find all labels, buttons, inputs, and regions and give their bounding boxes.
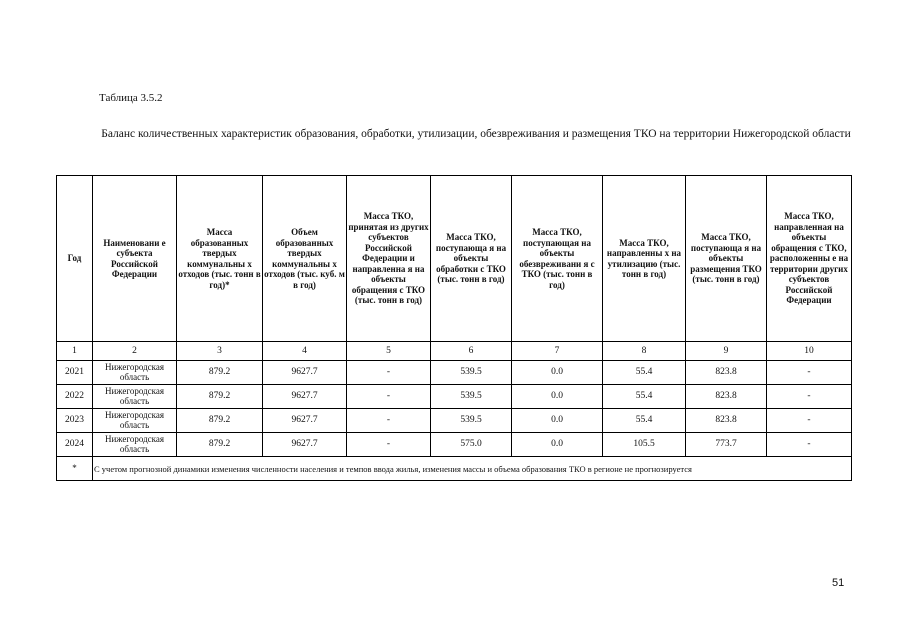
column-number: 4 <box>263 342 347 361</box>
table-cell: 879.2 <box>177 385 263 409</box>
table-cell: - <box>767 409 852 433</box>
table-cell: 0.0 <box>512 385 603 409</box>
column-number: 5 <box>347 342 431 361</box>
table-cell: 879.2 <box>177 361 263 385</box>
table-cell: 9627.7 <box>263 409 347 433</box>
header-cell: Масса ТКО, принятая из других субъектов Российской Федерации и направленна я на объекты обращения с ТКО (тыс. тонн в год) <box>347 176 431 342</box>
table-cell: 773.7 <box>686 433 767 457</box>
header-cell: Масса ТКО, поступающа я на объекты размещения ТКО (тыс. тонн в год) <box>686 176 767 342</box>
table-cell: 879.2 <box>177 433 263 457</box>
table-cell: 0.0 <box>512 409 603 433</box>
year-cell: 2023 <box>57 409 93 433</box>
table-cell: - <box>347 385 431 409</box>
table-cell: 539.5 <box>431 409 512 433</box>
header-cell: Масса ТКО, поступающа я на объекты обработки с ТКО (тыс. тонн в год) <box>431 176 512 342</box>
column-number: 8 <box>603 342 686 361</box>
table-cell: 823.8 <box>686 409 767 433</box>
table-cell: 0.0 <box>512 361 603 385</box>
header-cell: Масса образованных твердых коммунальны х отходов (тыс. тонн в год)* <box>177 176 263 342</box>
footnote-mark: * <box>57 457 93 481</box>
table-cell: 9627.7 <box>263 433 347 457</box>
table-cell: 55.4 <box>603 385 686 409</box>
table-cell: 575.0 <box>431 433 512 457</box>
table-row <box>57 361 852 385</box>
table-cell: 55.4 <box>603 361 686 385</box>
column-number: 6 <box>431 342 512 361</box>
page-number: 51 <box>832 577 845 589</box>
column-number: 9 <box>686 342 767 361</box>
table-cell: - <box>347 361 431 385</box>
table-cell: - <box>347 409 431 433</box>
table-cell: 9627.7 <box>263 385 347 409</box>
header-cell: Масса ТКО, направленная на объекты обращения с ТКО, расположенны е на территории других субъектов Российской Федерации <box>767 176 852 342</box>
table-cell: 539.5 <box>431 361 512 385</box>
document-title: Баланс количественных характеристик образования, обработки, утилизации, обезвреживания и размещения ТКО на территории Нижегородской области <box>101 128 851 140</box>
table-cell: 0.0 <box>512 433 603 457</box>
region-cell: Нижегородская область <box>93 385 177 409</box>
region-cell: Нижегородская область <box>93 409 177 433</box>
year-cell: 2024 <box>57 433 93 457</box>
footnote-row <box>57 457 852 481</box>
header-row <box>57 176 852 342</box>
table-cell: - <box>767 433 852 457</box>
table-cell: 539.5 <box>431 385 512 409</box>
year-cell: 2021 <box>57 361 93 385</box>
table-caption: Таблица 3.5.2 <box>99 92 163 104</box>
header-cell: Объем образованных твердых коммунальны х отходов (тыс. куб. м в год) <box>263 176 347 342</box>
column-number: 7 <box>512 342 603 361</box>
table-cell: - <box>347 433 431 457</box>
table-cell: 879.2 <box>177 409 263 433</box>
table-cell: 823.8 <box>686 361 767 385</box>
footnote-text: С учетом прогнозной динамики изменения численности населения и темпов ввода жилья, изменения массы и объема образования ТКО в регионе не прогнозируется <box>93 457 852 481</box>
column-number: 3 <box>177 342 263 361</box>
table-row <box>57 385 852 409</box>
column-number-row <box>57 342 852 361</box>
region-cell: Нижегородская область <box>93 361 177 385</box>
table-cell: 55.4 <box>603 409 686 433</box>
column-number: 1 <box>57 342 93 361</box>
table-cell: 823.8 <box>686 385 767 409</box>
balance-table <box>56 175 852 481</box>
table-row <box>57 409 852 433</box>
table-cell: 105.5 <box>603 433 686 457</box>
year-cell: 2022 <box>57 385 93 409</box>
table-row <box>57 433 852 457</box>
table-cell: - <box>767 385 852 409</box>
header-cell: Наименовани е субъекта Российской Федерации <box>93 176 177 342</box>
region-cell: Нижегородская область <box>93 433 177 457</box>
header-cell: Масса ТКО, направленны х на утилизацию (тыс. тонн в год) <box>603 176 686 342</box>
header-cell: Масса ТКО, поступающая на объекты обезвреживани я с ТКО (тыс. тонн в год) <box>512 176 603 342</box>
column-number: 2 <box>93 342 177 361</box>
header-cell: Год <box>57 176 93 342</box>
table-cell: 9627.7 <box>263 361 347 385</box>
column-number: 10 <box>767 342 852 361</box>
table-cell: - <box>767 361 852 385</box>
